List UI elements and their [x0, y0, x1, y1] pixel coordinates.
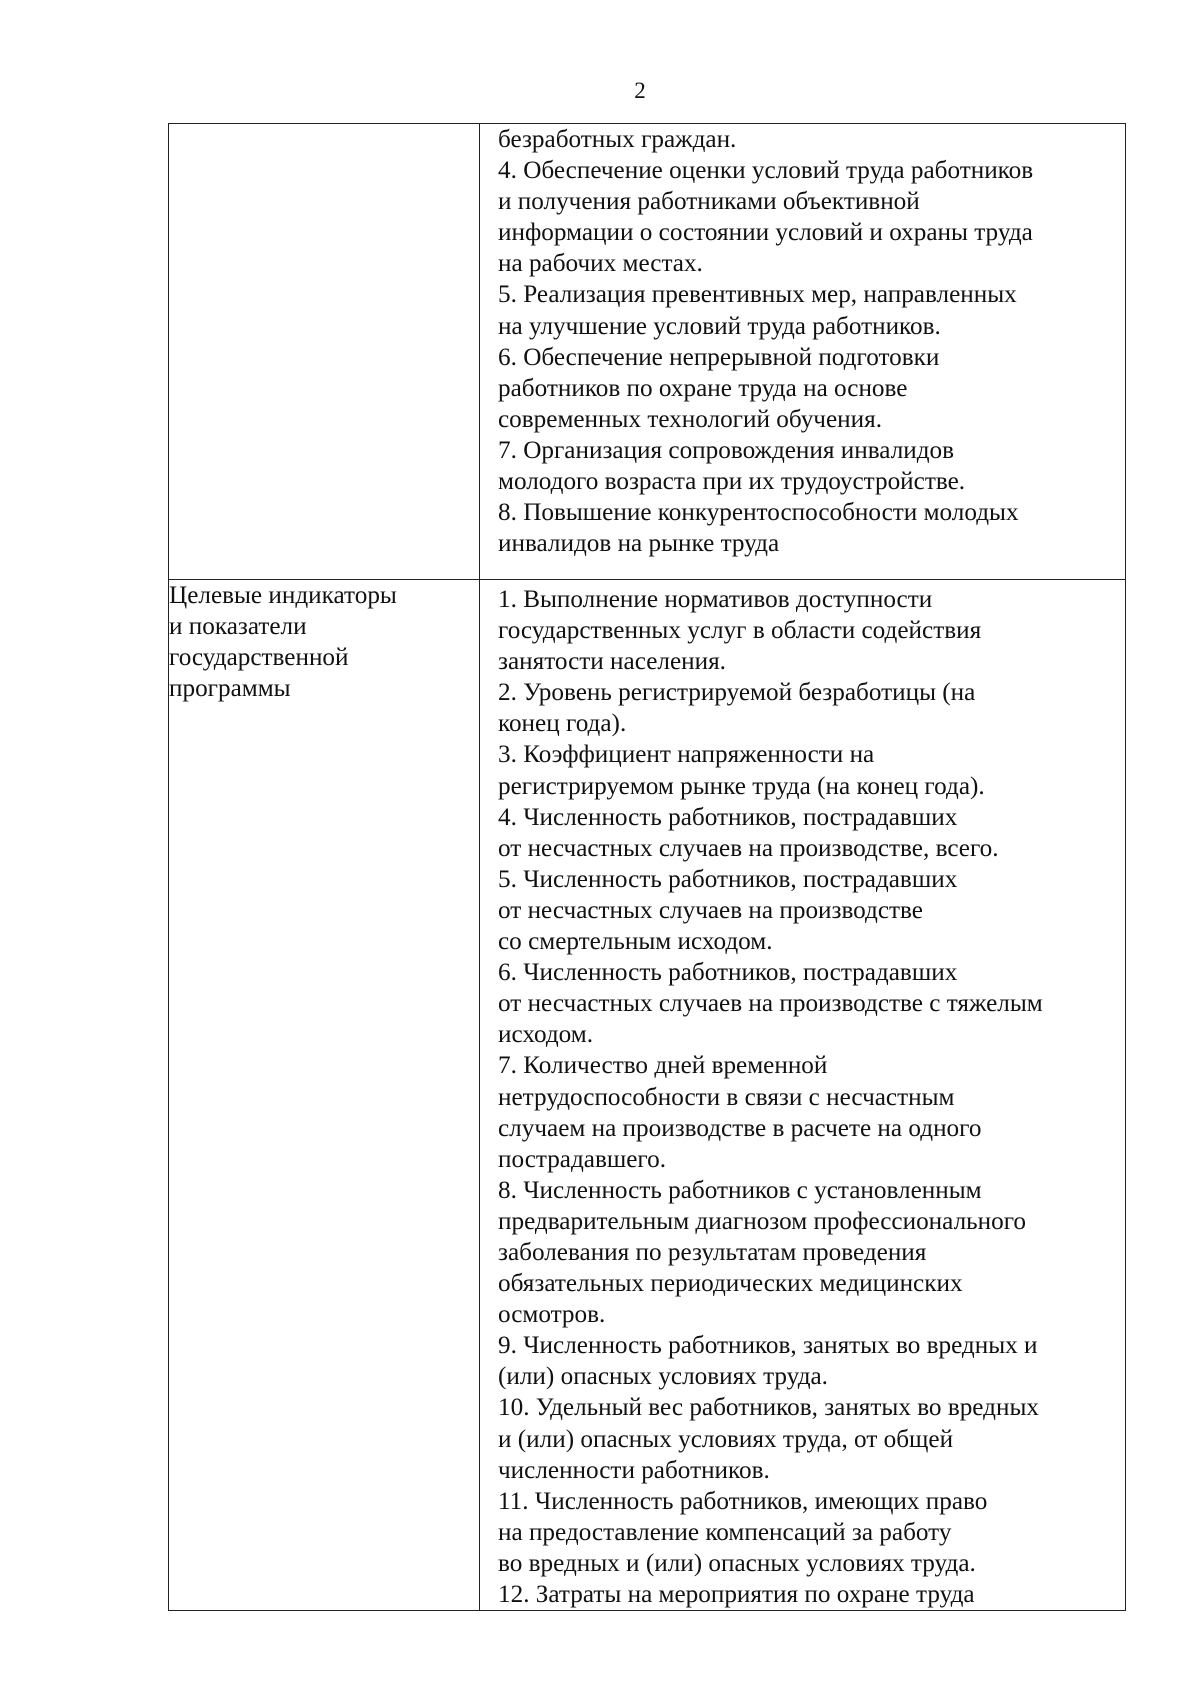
indicator-text-line: случаем на производстве в расчете на одного	[498, 1114, 982, 1142]
page-number: 2	[634, 78, 646, 103]
indicator-text-line: на предоставление компенсаций за работу	[498, 1518, 952, 1546]
row-content-cell-goals	[480, 124, 1126, 580]
indicator-text-line: 8. Численность работников с установленным	[498, 1176, 982, 1204]
goals-text-line: 4. Обеспечение оценки условий труда работников	[498, 157, 1034, 185]
row-label-cell-empty	[169, 124, 480, 580]
indicator-text-line: занятости населения.	[498, 648, 726, 676]
indicator-text-line: нетрудоспособности в связи с несчастным	[498, 1083, 955, 1111]
row-label-line: и показатели	[169, 613, 307, 641]
goals-text-line: молодого возраста при их трудоустройстве.	[498, 468, 966, 496]
indicator-text-line: от несчастных случаев на производстве	[498, 896, 923, 924]
indicator-text-line: от несчастных случаев на производстве с тяжелым	[498, 990, 1043, 1018]
indicator-text-line: 2. Уровень регистрируемой безработицы (на	[498, 679, 976, 707]
indicator-text-line: пострадавшего.	[498, 1145, 667, 1173]
indicator-text-line: регистрируемом рынке труда (на конец года).	[498, 772, 985, 800]
indicator-text-line: обязательных периодических медицинских	[498, 1270, 963, 1298]
indicator-text-line: предварительным диагнозом профессионального	[498, 1207, 1026, 1235]
indicator-text-line: 11. Численность работников, имеющих право	[498, 1487, 988, 1515]
indicator-text-line: 6. Численность работников, пострадавших	[498, 959, 958, 987]
indicator-text-line: 5. Численность работников, пострадавших	[498, 865, 958, 893]
indicator-text-line: 10. Удельный вес работников, занятых во вредных	[498, 1394, 1039, 1422]
goals-text-line: 6. Обеспечение непрерывной подготовки	[498, 343, 940, 371]
goals-text-line: современных технологий обучения.	[498, 405, 882, 433]
goals-text-line: 8. Повышение конкурентоспособности молодых	[498, 499, 1019, 527]
table-row-goals-continuation	[169, 124, 1126, 580]
indicator-text-line: во вредных и (или) опасных условиях труда.	[498, 1549, 976, 1577]
indicator-text-line: исходом.	[498, 1021, 593, 1049]
goals-text-line: 5. Реализация превентивных мер, направленных	[498, 281, 1017, 309]
table-row-target-indicators	[169, 580, 1126, 1611]
goals-text-line: на рабочих местах.	[498, 250, 703, 278]
goals-text-line: инвалидов на рынке труда	[498, 530, 780, 558]
goals-text-line: работников по охране труда на основе	[498, 374, 908, 402]
indicator-text-line: 4. Численность работников, пострадавших	[498, 803, 958, 831]
indicator-text-line: осмотров.	[498, 1301, 606, 1329]
indicator-text-line: 1. Выполнение нормативов доступности	[498, 586, 933, 613]
goals-text-line: безработных граждан.	[498, 126, 737, 153]
indicator-text-line: государственных услуг в области содействия	[498, 617, 982, 645]
row-label-cell-target-indicators	[169, 580, 480, 1611]
program-passport-table	[168, 123, 1126, 1611]
row-label-line: программы	[169, 675, 291, 703]
indicator-text-line: 9. Численность работников, занятых во вредных и	[498, 1332, 1038, 1360]
indicator-text-line: заболевания по результатам проведения	[498, 1238, 927, 1266]
indicator-text-line: и (или) опасных условиях труда, от общей	[498, 1425, 954, 1453]
goals-text-line: на улучшение условий труда работников.	[498, 312, 941, 340]
indicator-text-line: от несчастных случаев на производстве, всего.	[498, 834, 999, 862]
row-label-line: государственной	[169, 644, 349, 672]
goals-text-line: 7. Организация сопровождения инвалидов	[498, 436, 955, 464]
row-content-cell-indicators-list	[480, 580, 1126, 1611]
indicator-text-line: 12. Затраты на мероприятия по охране труда	[498, 1581, 975, 1608]
indicator-text-line: 7. Количество дней временной	[498, 1052, 828, 1080]
row-label-line: Целевые индикаторы	[169, 582, 397, 609]
indicator-text-line: (или) опасных условиях труда.	[498, 1363, 828, 1391]
goals-text-line: и получения работниками объективной	[498, 188, 920, 216]
goals-text-line: информации о состоянии условий и охраны труда	[498, 219, 1033, 247]
indicator-text-line: численности работников.	[498, 1456, 770, 1484]
indicator-text-line: конец года).	[498, 710, 627, 738]
indicator-text-line: 3. Коэффициент напряженности на	[498, 741, 875, 769]
indicator-text-line: со смертельным исходом.	[498, 928, 773, 956]
